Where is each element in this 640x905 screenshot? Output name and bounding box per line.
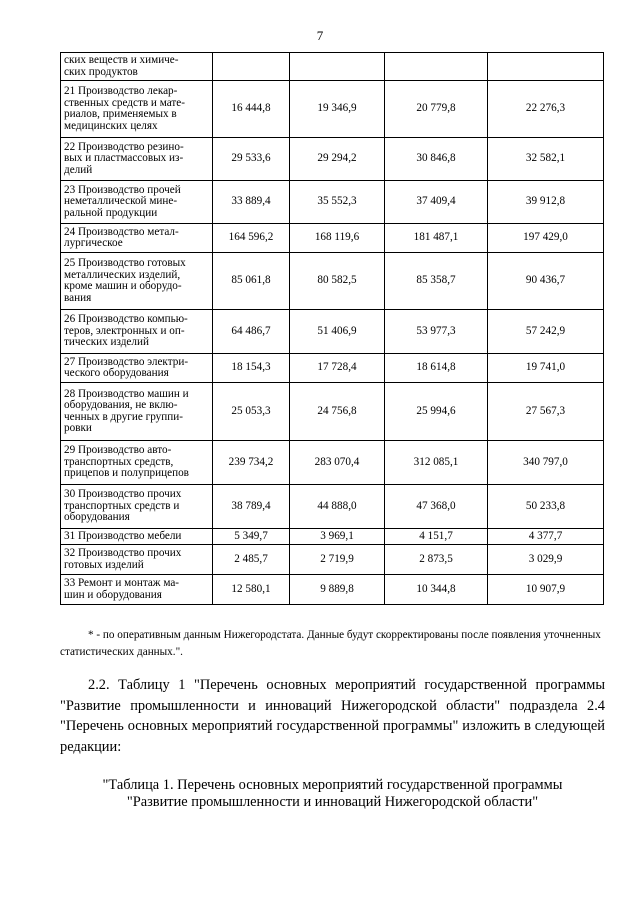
row-value: 16 444,8 <box>213 81 290 138</box>
row-label: 21 Производство лекар- ственных средств и мате- риалов, применяемых в медицинских целях <box>61 81 213 138</box>
footnote: * - по оперативным данным Нижегородстата. Данные будут скорректированы после появления уточненных статистических данных.". <box>60 629 601 658</box>
row-label: ских веществ и химиче- ских продуктов <box>61 53 213 81</box>
row-value: 39 912,8 <box>488 181 604 224</box>
table-row <box>61 529 604 545</box>
row-value: 2 485,7 <box>213 545 290 575</box>
row-value: 85 061,8 <box>213 253 290 310</box>
row-value: 24 756,8 <box>290 383 385 441</box>
row-value: 17 728,4 <box>290 354 385 383</box>
row-value: 3 969,1 <box>290 529 385 545</box>
row-value: 239 734,2 <box>213 441 290 485</box>
row-value: 340 797,0 <box>488 441 604 485</box>
row-value: 168 119,6 <box>290 224 385 253</box>
row-value: 4 151,7 <box>385 529 488 545</box>
row-value: 38 789,4 <box>213 485 290 529</box>
row-label: 26 Производство компью- теров, электронных и оп- тических изделий <box>61 310 213 354</box>
row-value: 283 070,4 <box>290 441 385 485</box>
row-label: 24 Производство метал- лургическое <box>61 224 213 253</box>
row-value: 197 429,0 <box>488 224 604 253</box>
row-value <box>385 53 488 81</box>
row-value: 181 487,1 <box>385 224 488 253</box>
table-row <box>61 224 604 253</box>
row-label: 25 Производство готовых металлических изделий, кроме машин и оборудо- вания <box>61 253 213 310</box>
row-value: 37 409,4 <box>385 181 488 224</box>
row-value: 51 406,9 <box>290 310 385 354</box>
table-row <box>61 441 604 485</box>
row-value: 18 614,8 <box>385 354 488 383</box>
row-value: 9 889,8 <box>290 575 385 605</box>
row-value: 19 741,0 <box>488 354 604 383</box>
row-value: 4 377,7 <box>488 529 604 545</box>
row-value: 3 029,9 <box>488 545 604 575</box>
row-value: 10 344,8 <box>385 575 488 605</box>
row-value: 12 580,1 <box>213 575 290 605</box>
row-value: 35 552,3 <box>290 181 385 224</box>
row-value: 2 719,9 <box>290 545 385 575</box>
row-value: 18 154,3 <box>213 354 290 383</box>
row-value: 2 873,5 <box>385 545 488 575</box>
table-row <box>61 575 604 605</box>
table-row <box>61 81 604 138</box>
row-label: 23 Производство прочей неметаллической мине- ральной продукции <box>61 181 213 224</box>
row-value: 29 533,6 <box>213 138 290 181</box>
production-table <box>60 52 604 605</box>
table-caption: "Таблица 1. Перечень основных мероприятий государственной программы "Развитие промышленности и инноваций Нижегородской области" <box>102 777 563 810</box>
row-value: 22 276,3 <box>488 81 604 138</box>
row-value <box>488 53 604 81</box>
row-value: 64 486,7 <box>213 310 290 354</box>
row-value: 10 907,9 <box>488 575 604 605</box>
row-value <box>213 53 290 81</box>
table-row <box>61 310 604 354</box>
row-value: 312 085,1 <box>385 441 488 485</box>
table-row <box>61 485 604 529</box>
row-value: 5 349,7 <box>213 529 290 545</box>
row-value: 27 567,3 <box>488 383 604 441</box>
body-paragraph: 2.2. Таблицу 1 "Перечень основных мероприятий государственной программы "Развитие промышленности и инноваций Нижегородской области" подраздела 2.4 "Перечень основных мероприятий государственной программы" изложить в следующей редакции: <box>60 677 605 755</box>
row-value: 30 846,8 <box>385 138 488 181</box>
row-value: 25 994,6 <box>385 383 488 441</box>
row-label: 22 Производство резино- вых и пластмассовых из- делий <box>61 138 213 181</box>
row-value: 50 233,8 <box>488 485 604 529</box>
row-label: 30 Производство прочих транспортных средств и оборудования <box>61 485 213 529</box>
row-value: 25 053,3 <box>213 383 290 441</box>
table-row <box>61 138 604 181</box>
table-row <box>61 383 604 441</box>
row-value: 20 779,8 <box>385 81 488 138</box>
row-label: 27 Производство электри- ческого оборудования <box>61 354 213 383</box>
row-value: 57 242,9 <box>488 310 604 354</box>
row-value: 33 889,4 <box>213 181 290 224</box>
row-value: 47 368,0 <box>385 485 488 529</box>
row-label: 28 Производство машин и оборудования, не вклю- ченных в другие группи- ровки <box>61 383 213 441</box>
row-label: 32 Производство прочих готовых изделий <box>61 545 213 575</box>
table-row <box>61 53 604 81</box>
table-row <box>61 354 604 383</box>
table-row <box>61 545 604 575</box>
row-value: 85 358,7 <box>385 253 488 310</box>
row-label: 31 Производство мебели <box>61 529 213 545</box>
row-value: 80 582,5 <box>290 253 385 310</box>
table-row <box>61 181 604 224</box>
table-body <box>61 53 604 605</box>
row-value: 164 596,2 <box>213 224 290 253</box>
row-value: 90 436,7 <box>488 253 604 310</box>
row-value: 53 977,3 <box>385 310 488 354</box>
row-value: 32 582,1 <box>488 138 604 181</box>
row-value: 19 346,9 <box>290 81 385 138</box>
row-label: 33 Ремонт и монтаж ма- шин и оборудования <box>61 575 213 605</box>
row-value: 44 888,0 <box>290 485 385 529</box>
table-row <box>61 253 604 310</box>
page-number: 7 <box>316 28 324 43</box>
row-label: 29 Производство авто- транспортных средств, прицепов и полуприцепов <box>61 441 213 485</box>
row-value: 29 294,2 <box>290 138 385 181</box>
row-value <box>290 53 385 81</box>
